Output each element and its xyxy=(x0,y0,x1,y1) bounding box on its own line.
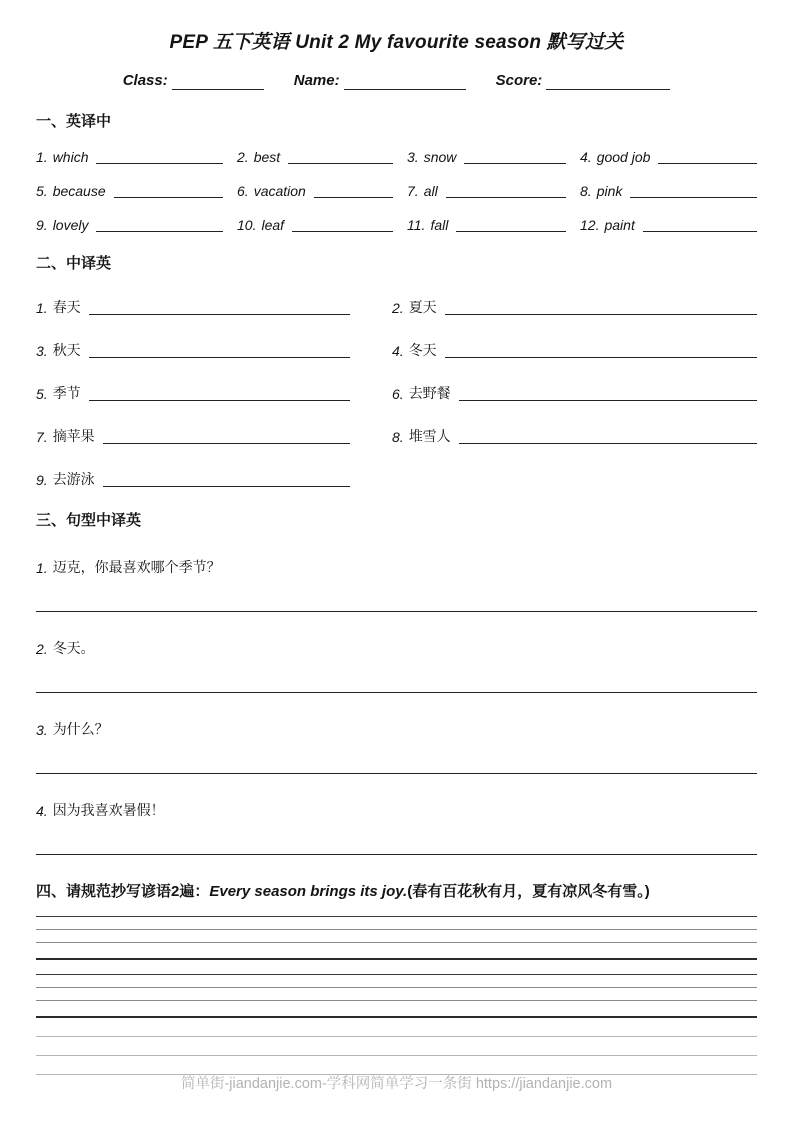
phrase-word: 去游泳 xyxy=(52,471,95,487)
score-blank xyxy=(546,75,670,90)
sentence-cn: 冬天。 xyxy=(52,640,95,656)
answer-blank xyxy=(643,228,757,232)
score-label: Score: xyxy=(495,72,543,89)
vocab-item-12 xyxy=(580,214,757,234)
sentence-text xyxy=(36,557,757,577)
vocab-item-9 xyxy=(36,214,237,234)
sentence-block-1 xyxy=(36,557,757,612)
item-number: 4. xyxy=(36,803,48,819)
section2-heading: 二、中译英 xyxy=(36,255,112,272)
answer-line xyxy=(36,854,757,855)
phrase-word: 夏天 xyxy=(408,299,437,315)
vocab-item-5 xyxy=(36,180,237,200)
answer-blank xyxy=(464,160,566,164)
vocab-item-6 xyxy=(237,180,407,200)
phrase-item-1 xyxy=(36,296,392,317)
writing-line xyxy=(36,958,757,960)
item-number: 11. xyxy=(407,217,426,233)
item-number: 4. xyxy=(392,343,404,359)
sentence-text xyxy=(36,638,757,658)
class-field xyxy=(123,72,264,90)
phrase-word: 堆雪人 xyxy=(408,428,451,444)
answer-blank xyxy=(630,194,757,198)
phrase-item-2 xyxy=(392,296,757,317)
sentence-block-3 xyxy=(36,719,757,774)
item-number: 7. xyxy=(36,429,48,445)
phrase-word: 冬天 xyxy=(408,342,437,358)
answer-line xyxy=(36,611,757,612)
answer-blank xyxy=(96,228,223,232)
phrase-row xyxy=(36,296,757,317)
phrase-row xyxy=(36,425,757,446)
footer-watermark: 简单街-jiandanjie.com-学科网简单学习一条街 https://jiandanjie.com xyxy=(180,1076,613,1092)
class-label: Class: xyxy=(122,72,168,89)
item-number: 12. xyxy=(580,217,600,233)
answer-blank xyxy=(459,440,757,444)
vocab-item-1 xyxy=(36,146,237,166)
phrase-word: 秋天 xyxy=(52,342,81,358)
vocab-word: leaf xyxy=(261,217,285,233)
phrase-item-5 xyxy=(36,382,392,403)
header-fields xyxy=(36,72,757,90)
answer-blank xyxy=(89,397,350,401)
answer-blank xyxy=(445,311,757,315)
item-number: 8. xyxy=(392,429,404,445)
answer-blank xyxy=(456,228,566,232)
answer-blank xyxy=(292,228,393,232)
sentence-block-2 xyxy=(36,638,757,693)
item-number: 6. xyxy=(392,386,404,402)
section1-heading: 一、英译中 xyxy=(36,113,112,130)
vocab-row xyxy=(36,180,757,200)
phrase-item-6 xyxy=(392,382,757,403)
answer-line xyxy=(36,773,757,774)
sentence-cn: 为什么？ xyxy=(52,721,109,737)
sentence-block-4 xyxy=(36,800,757,855)
vocab-item-7 xyxy=(407,180,580,200)
page-title: PEP 五下英语 Unit 2 My favourite season 默写过关 xyxy=(169,32,624,53)
item-number: 5. xyxy=(36,183,48,199)
answer-blank xyxy=(89,311,350,315)
item-number: 8. xyxy=(580,183,592,199)
vocab-word: paint xyxy=(604,217,635,233)
writing-line xyxy=(36,974,757,975)
name-field xyxy=(294,72,466,90)
item-number: 3. xyxy=(36,343,48,359)
item-number: 6. xyxy=(237,183,249,199)
proverb-english: Every season brings its joy. xyxy=(209,883,408,900)
vocab-word: fall xyxy=(430,217,449,233)
writing-line xyxy=(36,916,757,917)
handwriting-guidelines xyxy=(36,916,757,1075)
writing-line xyxy=(36,987,757,988)
answer-blank xyxy=(288,160,393,164)
answer-blank xyxy=(103,440,350,444)
name-blank xyxy=(344,75,466,90)
vocab-word: lovely xyxy=(52,217,89,233)
phrase-item-3 xyxy=(36,339,392,360)
vocab-item-4 xyxy=(580,146,757,166)
item-number: 1. xyxy=(36,300,48,316)
vocab-word: pink xyxy=(596,183,623,199)
phrase-row xyxy=(36,339,757,360)
vocab-word: best xyxy=(253,149,281,165)
writing-line xyxy=(36,1000,757,1001)
sentence-cn: 因为我喜欢暑假！ xyxy=(52,802,165,818)
section3-heading: 三、句型中译英 xyxy=(36,512,142,529)
vocab-row xyxy=(36,146,757,166)
vocab-item-2 xyxy=(237,146,407,166)
answer-blank xyxy=(658,160,757,164)
writing-line xyxy=(36,1055,757,1056)
item-number: 5. xyxy=(36,386,48,402)
answer-blank xyxy=(446,194,566,198)
item-number: 2. xyxy=(36,641,48,657)
phrase-word: 去野餐 xyxy=(408,385,451,401)
vocab-item-8 xyxy=(580,180,757,200)
phrase-row xyxy=(36,382,757,403)
vocab-word: because xyxy=(52,183,106,199)
writing-line xyxy=(36,1016,757,1018)
item-number: 1. xyxy=(36,149,48,165)
item-number: 3. xyxy=(36,722,48,738)
phrase-item-4 xyxy=(392,339,757,360)
item-number: 9. xyxy=(36,217,48,233)
item-number: 7. xyxy=(407,183,419,199)
writing-line xyxy=(36,942,757,943)
score-field xyxy=(496,72,671,90)
vocab-word: good job xyxy=(596,149,651,165)
vocab-item-11 xyxy=(407,214,580,234)
vocab-word: snow xyxy=(423,149,457,165)
vocab-row xyxy=(36,214,757,234)
answer-blank xyxy=(459,397,757,401)
vocab-item-10 xyxy=(237,214,407,234)
phrase-row xyxy=(36,468,757,489)
vocab-item-3 xyxy=(407,146,580,166)
class-blank xyxy=(172,75,264,90)
writing-line xyxy=(36,1036,757,1037)
vocab-word: which xyxy=(52,149,89,165)
name-label: Name: xyxy=(293,72,340,89)
sentence-text xyxy=(36,719,757,739)
answer-blank xyxy=(445,354,757,358)
sentence-cn: 迈克，你最喜欢哪个季节？ xyxy=(52,559,221,575)
phrase-item-9 xyxy=(36,468,392,489)
proverb-chinese: (春有百花秋有月，夏有凉风冬有雪。) xyxy=(407,883,650,900)
answer-blank xyxy=(96,160,223,164)
item-number: 9. xyxy=(36,472,48,488)
phrase-row-spacer xyxy=(392,468,757,489)
vocab-word: all xyxy=(423,183,438,199)
phrase-word: 春天 xyxy=(52,299,81,315)
item-number: 2. xyxy=(237,149,249,165)
sentence-text xyxy=(36,800,757,820)
section4-heading xyxy=(36,881,757,902)
phrase-word: 摘苹果 xyxy=(52,428,95,444)
item-number: 3. xyxy=(407,149,419,165)
answer-blank xyxy=(89,354,350,358)
answer-line xyxy=(36,692,757,693)
answer-blank xyxy=(103,483,350,487)
answer-blank xyxy=(314,194,393,198)
phrase-item-7 xyxy=(36,425,392,446)
item-number: 4. xyxy=(580,149,592,165)
item-number: 10. xyxy=(237,217,257,233)
writing-line xyxy=(36,929,757,930)
phrase-word: 季节 xyxy=(52,385,81,401)
vocab-word: vacation xyxy=(253,183,306,199)
item-number: 1. xyxy=(36,560,48,576)
copy-heading-prefix: 四、请规范抄写谚语2遍： xyxy=(36,883,210,900)
phrase-item-8 xyxy=(392,425,757,446)
item-number: 2. xyxy=(392,300,404,316)
answer-blank xyxy=(114,194,223,198)
